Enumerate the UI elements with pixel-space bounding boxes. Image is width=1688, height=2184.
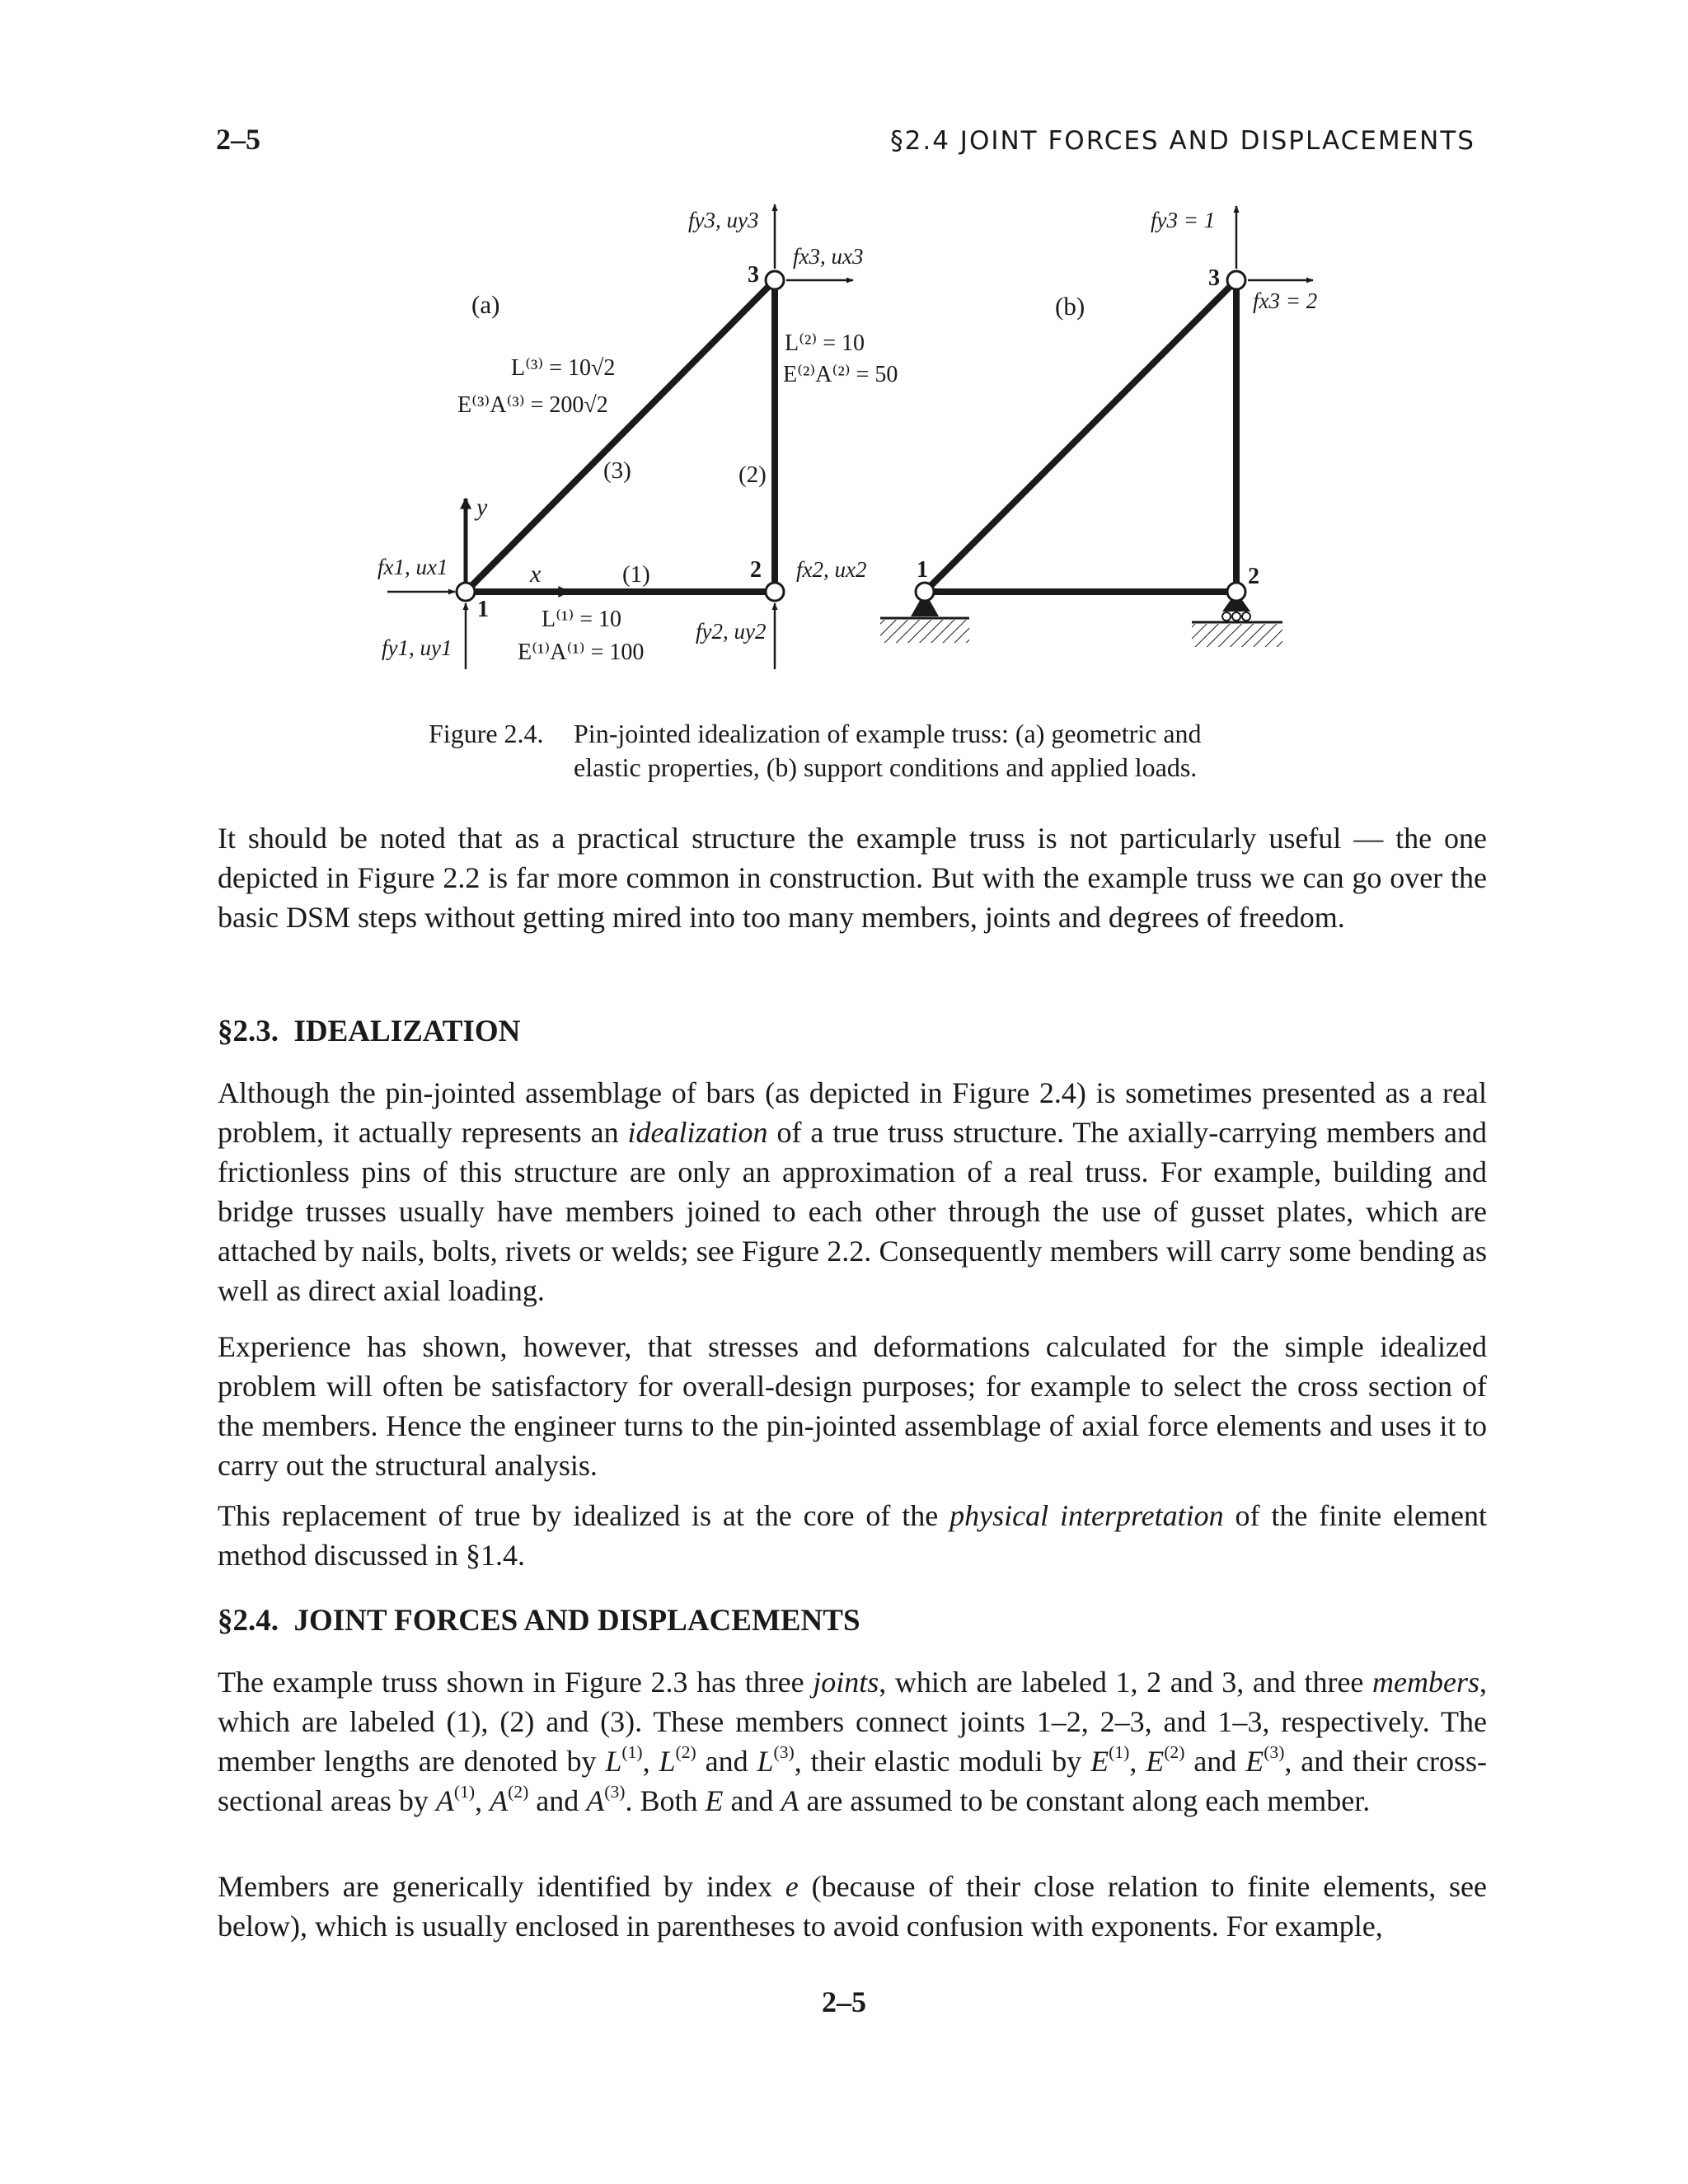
member-2-length: L⁽²⁾ = 10 — [785, 330, 865, 356]
joint-1 — [457, 583, 475, 601]
section-number: §2.3. — [218, 1015, 279, 1048]
section-heading-idealization — [218, 1014, 520, 1049]
paragraph-joints-members: The example truss shown in Figure 2.3 has three joints, which are labeled 1, 2 and 3, and three members, which are labeled (1), (2) and (3). These members connect joints 1–2, 2–3, and 1–3, respectively. The member lengths are denoted by $L^{(1)}$, $L^{(2)}$ and $L^{(3)}$, their elastic moduli by $E^{(1)}$, $E^{(2)}$ and $E^{(3)}$, and their cross-sectional areas by $A^{(1)}$, $A^{(2)}$ and $A^{(3)}$. Both E and A are assumed to be constant along each member. — [218, 1666, 1488, 1817]
page-number-header: 2–5 — [216, 123, 260, 156]
member-3-length: L⁽³⁾ = 10√2 — [511, 355, 616, 381]
page-number-footer: 2–5 — [822, 1985, 866, 2018]
joint-2 — [766, 583, 784, 601]
force-label-j1-y: fy1, uy1 — [382, 635, 452, 660]
panel-a-label: (a) — [471, 290, 500, 319]
member-2-stiffness: E⁽²⁾A⁽²⁾ = 50 — [783, 362, 898, 387]
force-label-j2-y: fy2, uy2 — [696, 619, 767, 644]
section-heading-joint-forces — [218, 1603, 860, 1638]
caption-line-2: elastic properties, (b) support conditions and applied loads. — [574, 752, 1198, 782]
member-3-bar — [466, 280, 775, 592]
joint-2-b — [1227, 583, 1245, 601]
paragraph-truss-usefulness: It should be noted that as a practical structure the example truss is not particularly useful — the one depicted in Figure 2.2 is far more common in construction. But with the example truss we can go over the basic DSM steps without getting mired into too many members, joints and degrees of freedom. — [218, 822, 1487, 934]
member-2-label: (2) — [738, 462, 767, 488]
member-3-stiffness: E⁽³⁾A⁽³⁾ = 200√2 — [457, 392, 608, 418]
panel-a — [377, 204, 898, 669]
axis-x-label: x — [530, 560, 542, 588]
member-1-stiffness: E⁽¹⁾A⁽¹⁾ = 100 — [518, 640, 645, 665]
panel-b — [880, 206, 1317, 647]
truss-figure — [0, 0, 1688, 725]
joint-3-label-b: 3 — [1208, 265, 1220, 291]
load-label-fy3: fy3 = 1 — [1151, 208, 1216, 232]
force-label-j3-x: fx3, ux3 — [793, 244, 864, 269]
joint-1-label-b: 1 — [917, 557, 928, 583]
joint-2-label-b: 2 — [1248, 564, 1259, 589]
section-number: §2.4. — [218, 1604, 279, 1638]
ground-hatch-1 — [880, 620, 969, 643]
joint-3 — [766, 271, 784, 289]
load-label-fx3: fx3 = 2 — [1253, 288, 1318, 313]
force-label-j3-y: fy3, uy3 — [688, 208, 759, 232]
force-label-j1-x: fx1, ux1 — [377, 555, 448, 579]
running-title: §2.4 JOINT FORCES AND DISPLACEMENTS — [890, 126, 1475, 156]
section-title: IDEALIZATION — [293, 1015, 521, 1048]
joint-1-label: 1 — [477, 597, 489, 622]
paragraph-experience: Experience has shown, however, that stresses and deformations calculated for the simple idealized problem will often be satisfactory for overall-design purposes; for example to select the cross section of the members. Hence the engineer turns to the pin-jointed assemblage of axial force elements and uses it to carry out the structural analysis. — [218, 1330, 1487, 1482]
axis-y-label: y — [476, 494, 488, 521]
member-3-label: (3) — [603, 457, 631, 484]
joint-2-label: 2 — [750, 557, 762, 583]
panel-b-label: (b) — [1055, 292, 1085, 321]
paragraph-idealization: Although the pin-jointed assemblage of bars (as depicted in Figure 2.4) is sometimes presented as a real problem, it actually represents an idealization of a true truss structure. The axially-carrying members and frictionless pins of this structure are only an approximation of a real truss. For example, building and bridge trusses usually have members joined to each other through the use of gusset plates, which are attached by nails, bolts, rivets or welds; see Figure 2.2. Consequently members will carry some bending as well as direct axial loading. — [218, 1076, 1487, 1307]
figure-caption — [429, 717, 1335, 785]
member-3-bar-b — [925, 280, 1236, 592]
caption-label: Figure 2.4. — [429, 719, 544, 748]
caption-line-1: Pin-jointed idealization of example truss: (a) geometric and — [574, 719, 1202, 748]
joint-3-label: 3 — [748, 262, 759, 288]
ground-hatch-2 — [1192, 624, 1282, 647]
joint-3-b — [1227, 271, 1245, 289]
paragraph-member-index: Members are generically identified by index e (because of their close relation to finite elements, see below), which is usually enclosed in parentheses to avoid confusion with exponents. For example, — [218, 1870, 1488, 1943]
member-1-length: L⁽¹⁾ = 10 — [542, 607, 622, 632]
paragraph-replacement: This replacement of true by idealized is at the core of the physical interpretation of the finite element method discussed in §1.4. — [218, 1499, 1487, 1572]
section-title: JOINT FORCES AND DISPLACEMENTS — [293, 1604, 860, 1638]
joint-1-b — [916, 583, 934, 601]
force-label-j2-x: fx2, ux2 — [796, 557, 867, 582]
member-1-label: (1) — [622, 561, 650, 588]
